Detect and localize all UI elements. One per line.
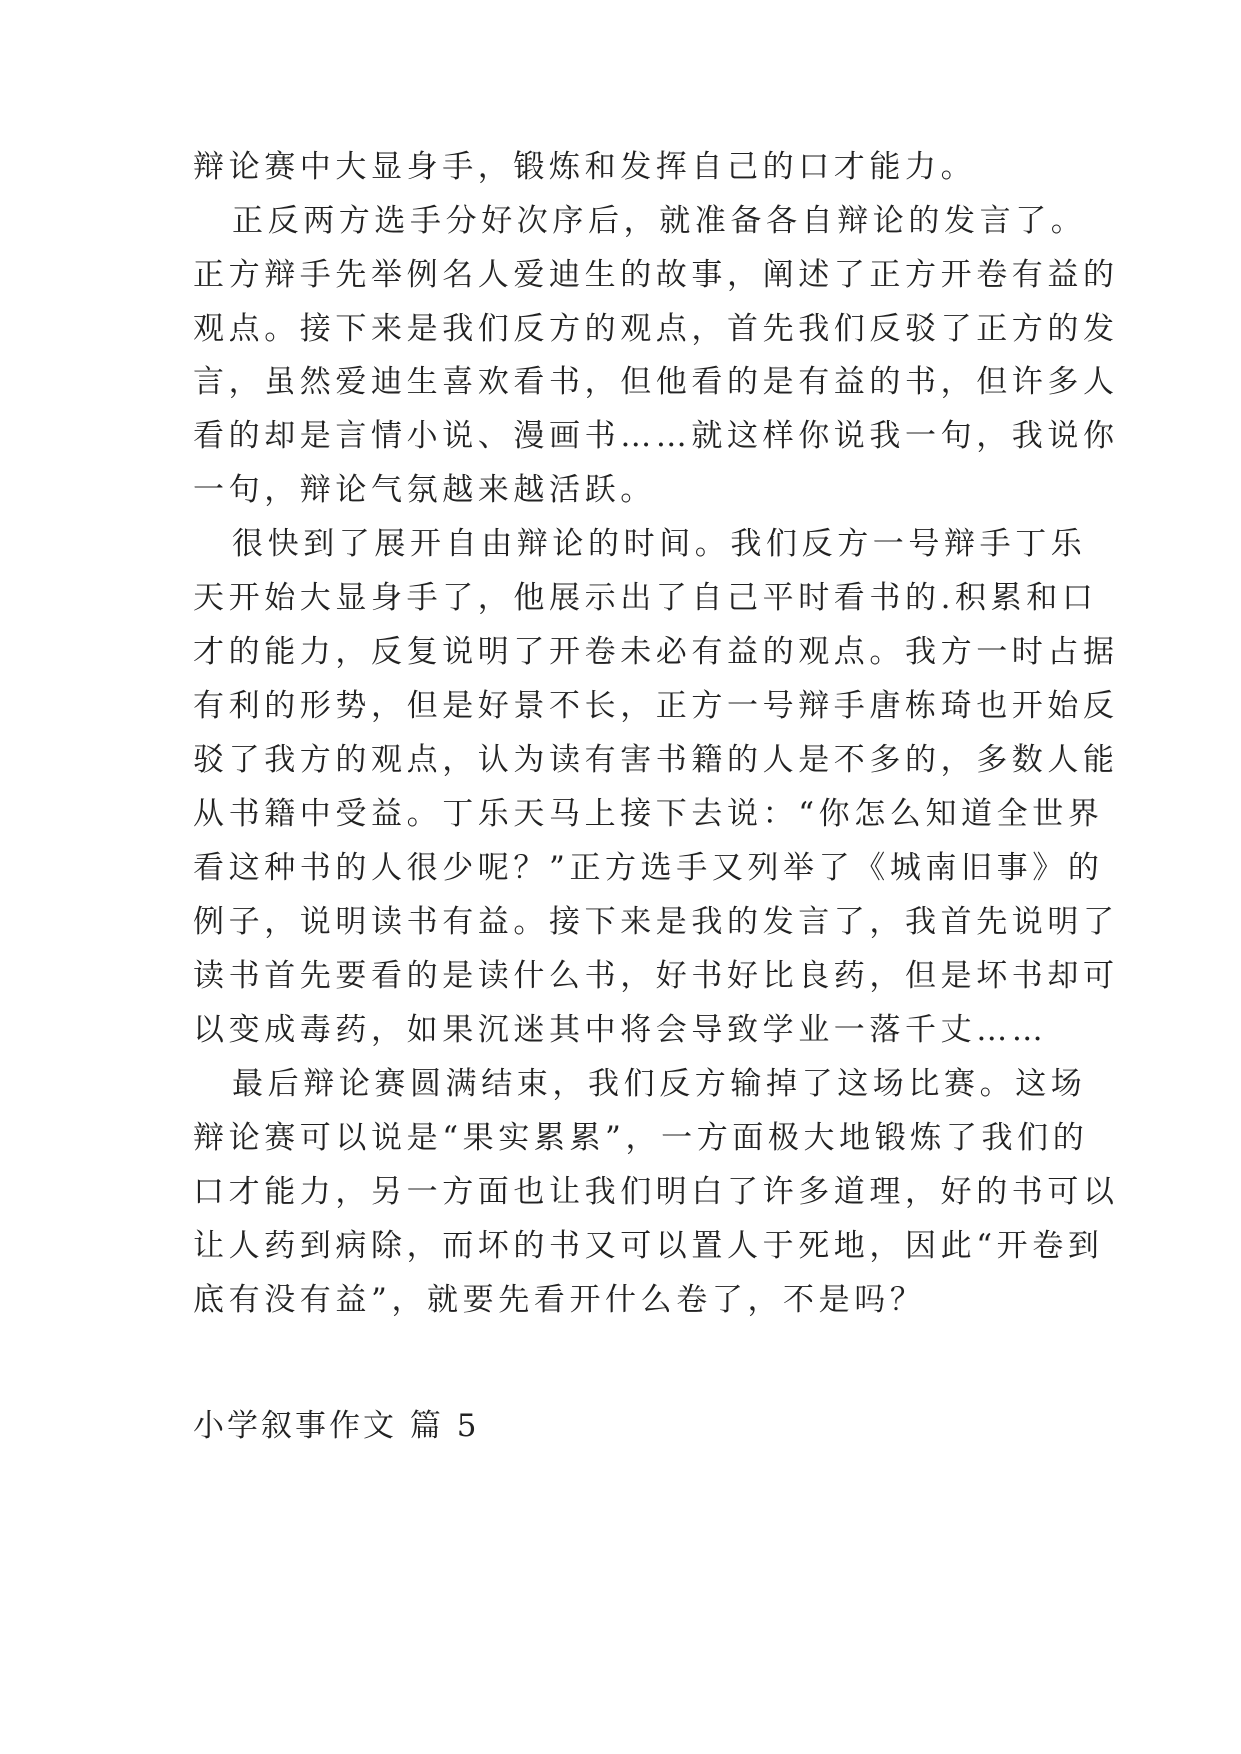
text-line: 口才能力，另一方面也让我们明白了许多道理，好的书可以 bbox=[193, 1174, 1119, 1210]
text-line: 读书首先要看的是读什么书，好书好比良药，但是坏书却可 bbox=[193, 958, 1119, 994]
paragraph-first-line: 很快到了展开自由辩论的时间。我们反方一号辩手丁乐 bbox=[232, 526, 1087, 562]
text-line: 让人药到病除，而坏的书又可以置人于死地，因此“开卷到 bbox=[193, 1228, 1104, 1264]
text-line: 看的却是言情小说、漫画书……就这样你说我一句，我说你 bbox=[193, 418, 1119, 454]
text-line: 言，虽然爱迪生喜欢看书，但他看的是有益的书，但许多人 bbox=[193, 364, 1119, 400]
text-line: 观点。接下来是我们反方的观点，首先我们反驳了正方的发 bbox=[193, 311, 1119, 347]
text-line: 辩论赛可以说是“果实累累”，一方面极大地锻炼了我们的 bbox=[193, 1120, 1089, 1156]
text-line: 天开始大显身手了，他展示出了自己平时看书的.积累和口 bbox=[193, 580, 1098, 616]
paragraph-first-line: 正反两方选手分好次序后，就准备各自辩论的发言了。 bbox=[232, 203, 1087, 239]
text-line: 从书籍中受益。丁乐天马上接下去说：“你怎么知道全世界 bbox=[193, 796, 1104, 832]
text-line: 一句，辩论气氛越来越活跃。 bbox=[193, 472, 656, 508]
text-line: 有利的形势，但是好景不长，正方一号辩手唐栋琦也开始反 bbox=[193, 688, 1119, 724]
text-line: 以变成毒药，如果沉迷其中将会导致学业一落千丈…… bbox=[193, 1012, 1048, 1048]
text-line: 辩论赛中大显身手，锻炼和发挥自己的口才能力。 bbox=[193, 149, 977, 185]
paragraph-first-line: 最后辩论赛圆满结束，我们反方输掉了这场比赛。这场 bbox=[232, 1066, 1087, 1102]
text-line: 看这种书的人很少呢？”正方选手又列举了《城南旧事》的 bbox=[193, 850, 1104, 886]
text-line: 例子，说明读书有益。接下来是我的发言了，我首先说明了 bbox=[193, 904, 1119, 940]
text-line: 底有没有益”，就要先看开什么卷了，不是吗？ bbox=[193, 1282, 926, 1318]
section-heading: 小学叙事作文 篇 5 bbox=[193, 1408, 480, 1444]
text-line: 才的能力，反复说明了开卷未必有益的观点。我方一时占据 bbox=[193, 634, 1119, 670]
text-line: 驳了我方的观点，认为读有害书籍的人是不多的，多数人能 bbox=[193, 742, 1119, 778]
text-line: 正方辩手先举例名人爱迪生的故事，阐述了正方开卷有益的 bbox=[193, 257, 1119, 293]
